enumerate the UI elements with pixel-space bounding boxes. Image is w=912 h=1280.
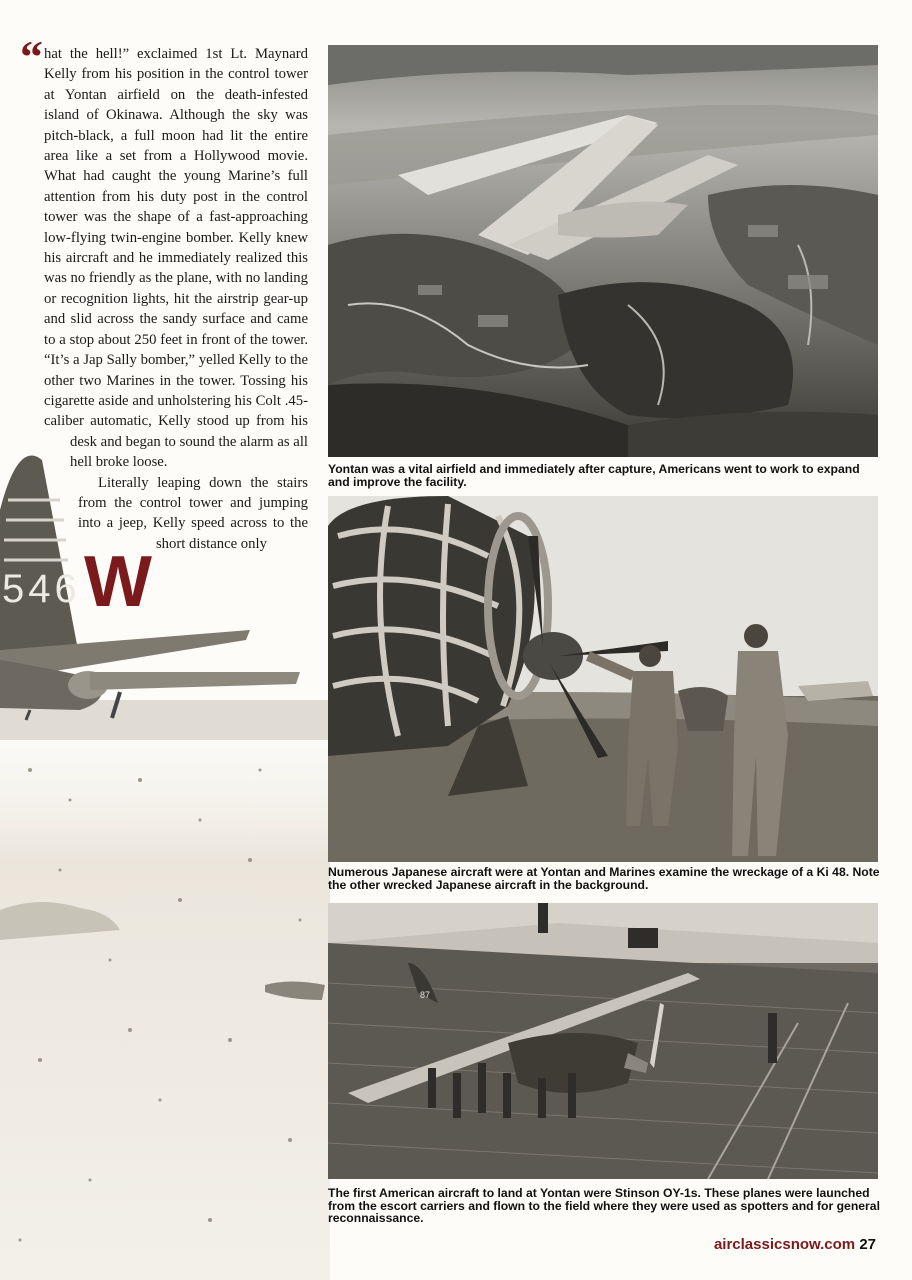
photo-stinson-oy1 — [328, 903, 878, 1179]
paragraph-2: Literally leaping down the stairs from the control tower and jumping into a jeep, Kelly speed across to the short distance only — [78, 474, 308, 552]
footer-website: airclassicsnow.com — [713, 1236, 856, 1253]
photo-ki48-wreckage — [328, 496, 878, 862]
page-footer — [714, 1236, 876, 1253]
paragraph-1: hat the hell!” exclaimed 1st Lt. Maynard Kelly from his position in the control tower at Yontan airfield on the death-infested island of Okinawa. Although the sky was pitch-black, a full moon had lit the entire area like a set from a Hollywood movie. What had caught the young Marine’s full attention from his duty post in the control tower was the shape of a fast-approaching low-flying twin-engine bomber. Kelly knew his aircraft and he immediately realized this was no friendly as the plane, with no landing or recognition lights, hit the airstrip gear-up and slid across the sandy surface and came to a stop about 250 feet in front of the tower. “It’s a Jap Sally bomber,” yelled Kelly to the other two Marines in the tower. Tossing his cigarette aside and unholstering his Colt .45-caliber automatic, Kelly stood up from his desk and began to sound the alarm as all hell broke loose. — [44, 46, 308, 471]
page-number: 27 — [859, 1236, 876, 1253]
caption-photo-2: Numerous Japanese aircraft were at Yontan and Marines examine the wreckage of a Ki 48. Note the other wrecked Japanese aircraft in the background. — [328, 865, 880, 892]
caption-photo-3: The first American aircraft to land at Yontan were Stinson OY-1s. These planes were launched from the escort carriers and flown to the field where they were used as spotters and for general reconnaissance. — [328, 1186, 880, 1226]
tail-number: 546 — [2, 567, 81, 611]
opening-quote-mark: “ — [20, 31, 43, 82]
caption-photo-1: Yontan was a vital airfield and immediately after capture, Americans went to work to expand and improve the facility. — [328, 462, 860, 489]
drop-cap: W — [84, 542, 152, 622]
photo-yontan-aerial — [328, 45, 878, 457]
article-body — [44, 44, 308, 622]
plane-marking: 87 — [420, 990, 431, 1000]
